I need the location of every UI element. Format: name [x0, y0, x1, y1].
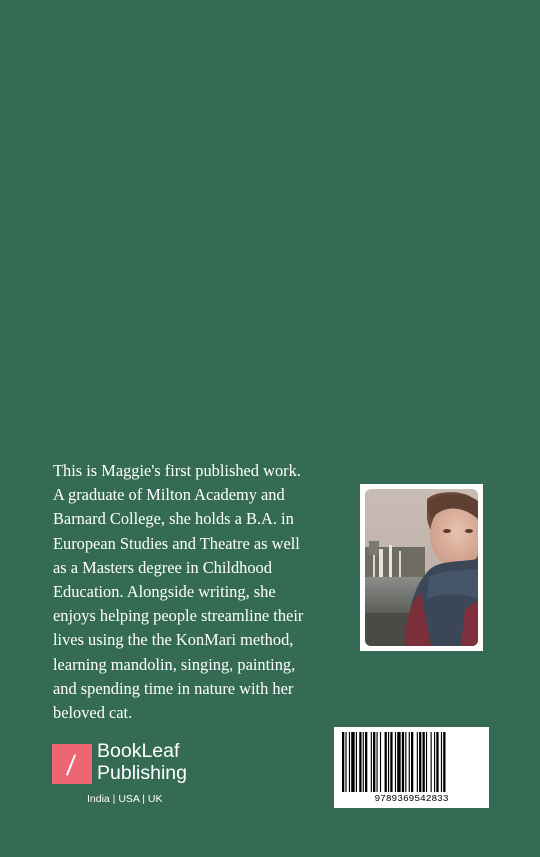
barcode-bar	[363, 732, 364, 792]
isbn-number: 9789369542833	[374, 793, 449, 804]
barcode-bar	[377, 732, 378, 792]
publisher-name-line1: BookLeaf	[97, 740, 180, 762]
barcode-bar	[342, 732, 344, 792]
barcode-bar	[349, 732, 350, 792]
barcode-bar	[385, 732, 387, 792]
bio-line: as a Masters degree in Childhood	[53, 557, 272, 577]
barcode-bar	[417, 732, 418, 792]
publisher-regions: India | USA | UK	[87, 793, 163, 805]
barcode-bar	[345, 732, 346, 792]
barcode-bar	[423, 732, 425, 792]
barcode-bar	[426, 732, 427, 792]
bio-line: Education. Alongside writing, she	[53, 582, 276, 602]
barcode-bar	[373, 732, 375, 792]
bio-line: This is Maggie's first published work.	[53, 461, 301, 480]
barcode-bar	[431, 732, 432, 792]
author-photo	[365, 489, 478, 646]
bio-line: European Studies and Theatre as well	[53, 533, 300, 553]
author-bio	[53, 459, 343, 725]
barcode-bar	[402, 732, 404, 792]
barcode-bar	[390, 732, 392, 792]
barcode-bar	[419, 732, 421, 792]
publisher-name-line2: Publishing	[97, 762, 187, 784]
barcode-icon	[340, 732, 483, 792]
bio-line: beloved cat.	[53, 703, 133, 723]
barcode-bar	[365, 732, 367, 792]
publisher-name	[97, 740, 217, 784]
bio-line: Barnard College, she holds a B.A. in	[53, 509, 294, 529]
barcode-bar	[359, 732, 361, 792]
barcode-bar	[434, 732, 435, 792]
barcode-bar	[441, 732, 442, 792]
bio-line: learning mandolin, singing, painting,	[53, 654, 296, 674]
barcode-bar	[397, 732, 400, 792]
barcode-bar	[388, 732, 389, 792]
bio-line: enjoys helping people streamline their	[53, 606, 304, 626]
isbn-barcode	[334, 727, 489, 808]
bio-line: lives using the the KonMari method,	[53, 630, 294, 650]
barcode-bar	[351, 732, 354, 792]
barcode-bar	[411, 732, 413, 792]
bio-line: and spending time in nature with her	[53, 678, 294, 698]
barcode-bar	[436, 732, 438, 792]
barcode-bar	[443, 732, 445, 792]
barcode-bar	[405, 732, 406, 792]
barcode-bar	[380, 732, 381, 792]
barcode-bar	[395, 732, 396, 792]
bookleaf-logo-icon	[52, 744, 92, 784]
bio-line: A graduate of Milton Academy and	[53, 485, 285, 505]
logo-slash	[66, 754, 76, 775]
barcode-bar	[409, 732, 410, 792]
author-photo-frame	[360, 484, 483, 651]
barcode-bar	[356, 732, 357, 792]
barcode-bar	[371, 732, 372, 792]
